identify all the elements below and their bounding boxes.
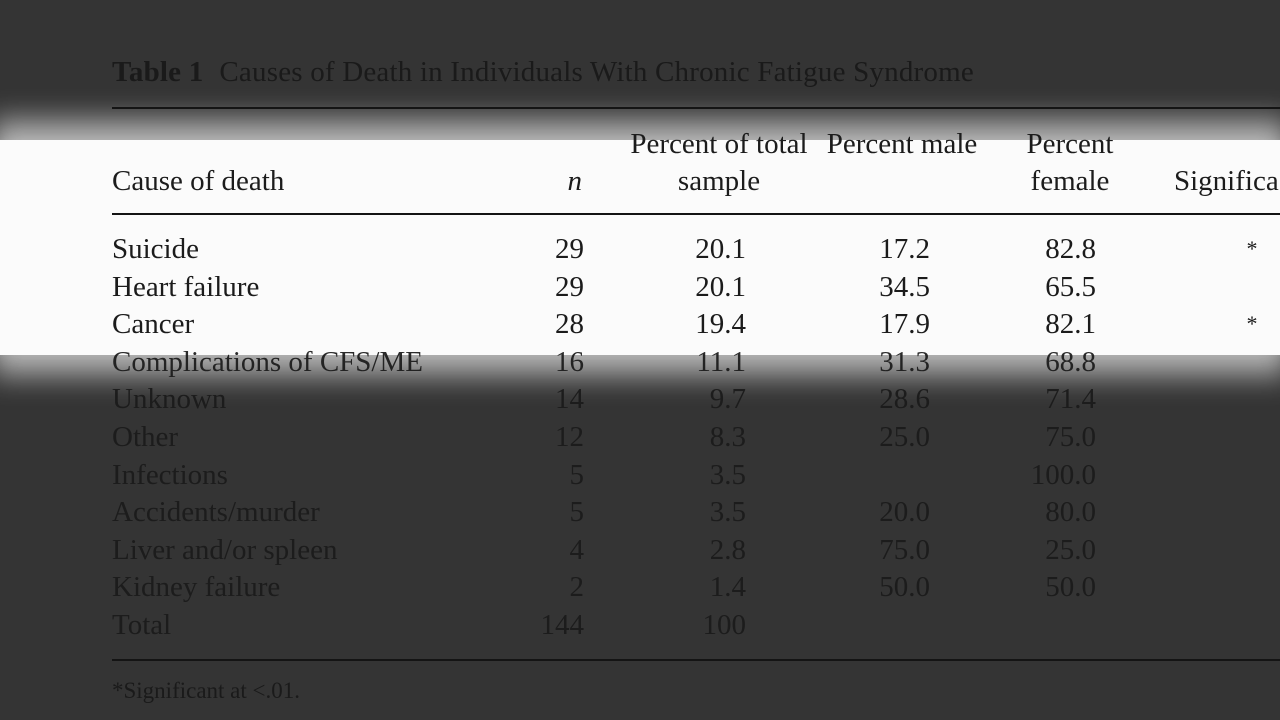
row-n: 144: [540, 609, 584, 641]
header-percent-male: Percent male: [826, 128, 978, 160]
row-n: 5: [569, 458, 584, 491]
bottom-rule: [112, 659, 1280, 661]
table-row: [0, 305, 1280, 343]
row-percent-male: 17.2: [879, 233, 930, 265]
table-row: [0, 568, 1280, 606]
row-n: 16: [555, 345, 584, 378]
row-percent-male: 25.0: [879, 421, 930, 453]
row-percent-male: 34.5: [879, 270, 930, 303]
row-percent-total: 3.5: [709, 458, 746, 491]
row-percent-total: 11.1: [696, 345, 746, 378]
row-percent-female: 82.1: [1045, 308, 1096, 341]
table-footnote: *Significant at <.01.: [112, 678, 300, 703]
row-percent-total: 19.4: [695, 308, 746, 341]
table-row: [0, 493, 1280, 531]
table-row: [0, 380, 1280, 418]
row-percent-female: 25.0: [1045, 533, 1096, 566]
row-n: 29: [555, 233, 584, 265]
row-percent-male: 17.9: [879, 308, 930, 341]
row-cause: Total: [112, 609, 172, 641]
row-significance-marker: *: [1246, 236, 1258, 261]
row-percent-total: 1.4: [709, 571, 746, 604]
row-cause: Other: [112, 421, 179, 453]
row-cause: Accidents/murder: [112, 496, 320, 529]
row-percent-female: 80.0: [1045, 496, 1096, 529]
table-caption: Causes of Death in Individuals With Chronic Fatigue Syndrome: [219, 56, 974, 88]
table-title: [112, 56, 974, 89]
row-percent-male: 50.0: [879, 571, 930, 604]
row-percent-female: 100.0: [1030, 458, 1096, 491]
row-percent-total: 100: [702, 609, 746, 641]
row-percent-male: 20.0: [879, 496, 930, 529]
row-percent-female: 65.5: [1045, 270, 1096, 303]
header-cause: Cause of death: [112, 165, 285, 197]
row-n: 12: [555, 421, 584, 453]
header-percent-total: Percent of total sample: [630, 128, 808, 197]
row-percent-male: 75.0: [879, 533, 930, 566]
row-n: 2: [569, 571, 584, 604]
row-percent-total: 2.8: [709, 533, 746, 566]
row-percent-male: 28.6: [879, 383, 930, 416]
table-label: Table 1: [112, 56, 204, 88]
row-percent-male: 31.3: [879, 345, 930, 378]
table-row: [0, 606, 1280, 644]
table-row: [0, 418, 1280, 456]
table-row: [0, 343, 1280, 381]
header-significance: Significa: [1174, 165, 1279, 197]
table-row: [0, 268, 1280, 306]
row-percent-total: 20.1: [695, 270, 746, 303]
row-n: 4: [569, 533, 584, 566]
row-n: 5: [569, 496, 584, 529]
row-cause: Infections: [112, 458, 228, 491]
row-percent-female: 71.4: [1045, 383, 1096, 416]
row-percent-total: 20.1: [695, 233, 746, 265]
row-percent-female: 50.0: [1045, 571, 1096, 604]
header-rule: [112, 213, 1280, 215]
row-n: 29: [555, 270, 584, 303]
table-row: [0, 230, 1280, 268]
row-cause: Suicide: [112, 233, 199, 265]
row-percent-female: 82.8: [1045, 233, 1096, 265]
table-row: [0, 531, 1280, 569]
row-significance-marker: *: [1246, 311, 1258, 337]
header-n: n: [567, 165, 582, 197]
row-cause: Heart failure: [112, 270, 260, 303]
row-n: 14: [555, 383, 584, 416]
header-percent-female: Percent female: [1026, 128, 1114, 197]
top-rule: [112, 107, 1280, 109]
row-percent-female: 68.8: [1045, 345, 1096, 378]
row-cause: Liver and/or spleen: [112, 533, 338, 566]
table-row: [0, 456, 1280, 494]
row-cause: Unknown: [112, 383, 227, 416]
row-cause: Complications of CFS/ME: [112, 345, 423, 378]
row-percent-female: 75.0: [1045, 421, 1096, 453]
row-cause: Kidney failure: [112, 571, 281, 604]
row-percent-total: 8.3: [709, 421, 746, 453]
row-cause: Cancer: [112, 308, 195, 341]
row-percent-total: 3.5: [709, 496, 746, 529]
row-n: 28: [555, 308, 584, 341]
row-percent-total: 9.7: [709, 383, 746, 416]
